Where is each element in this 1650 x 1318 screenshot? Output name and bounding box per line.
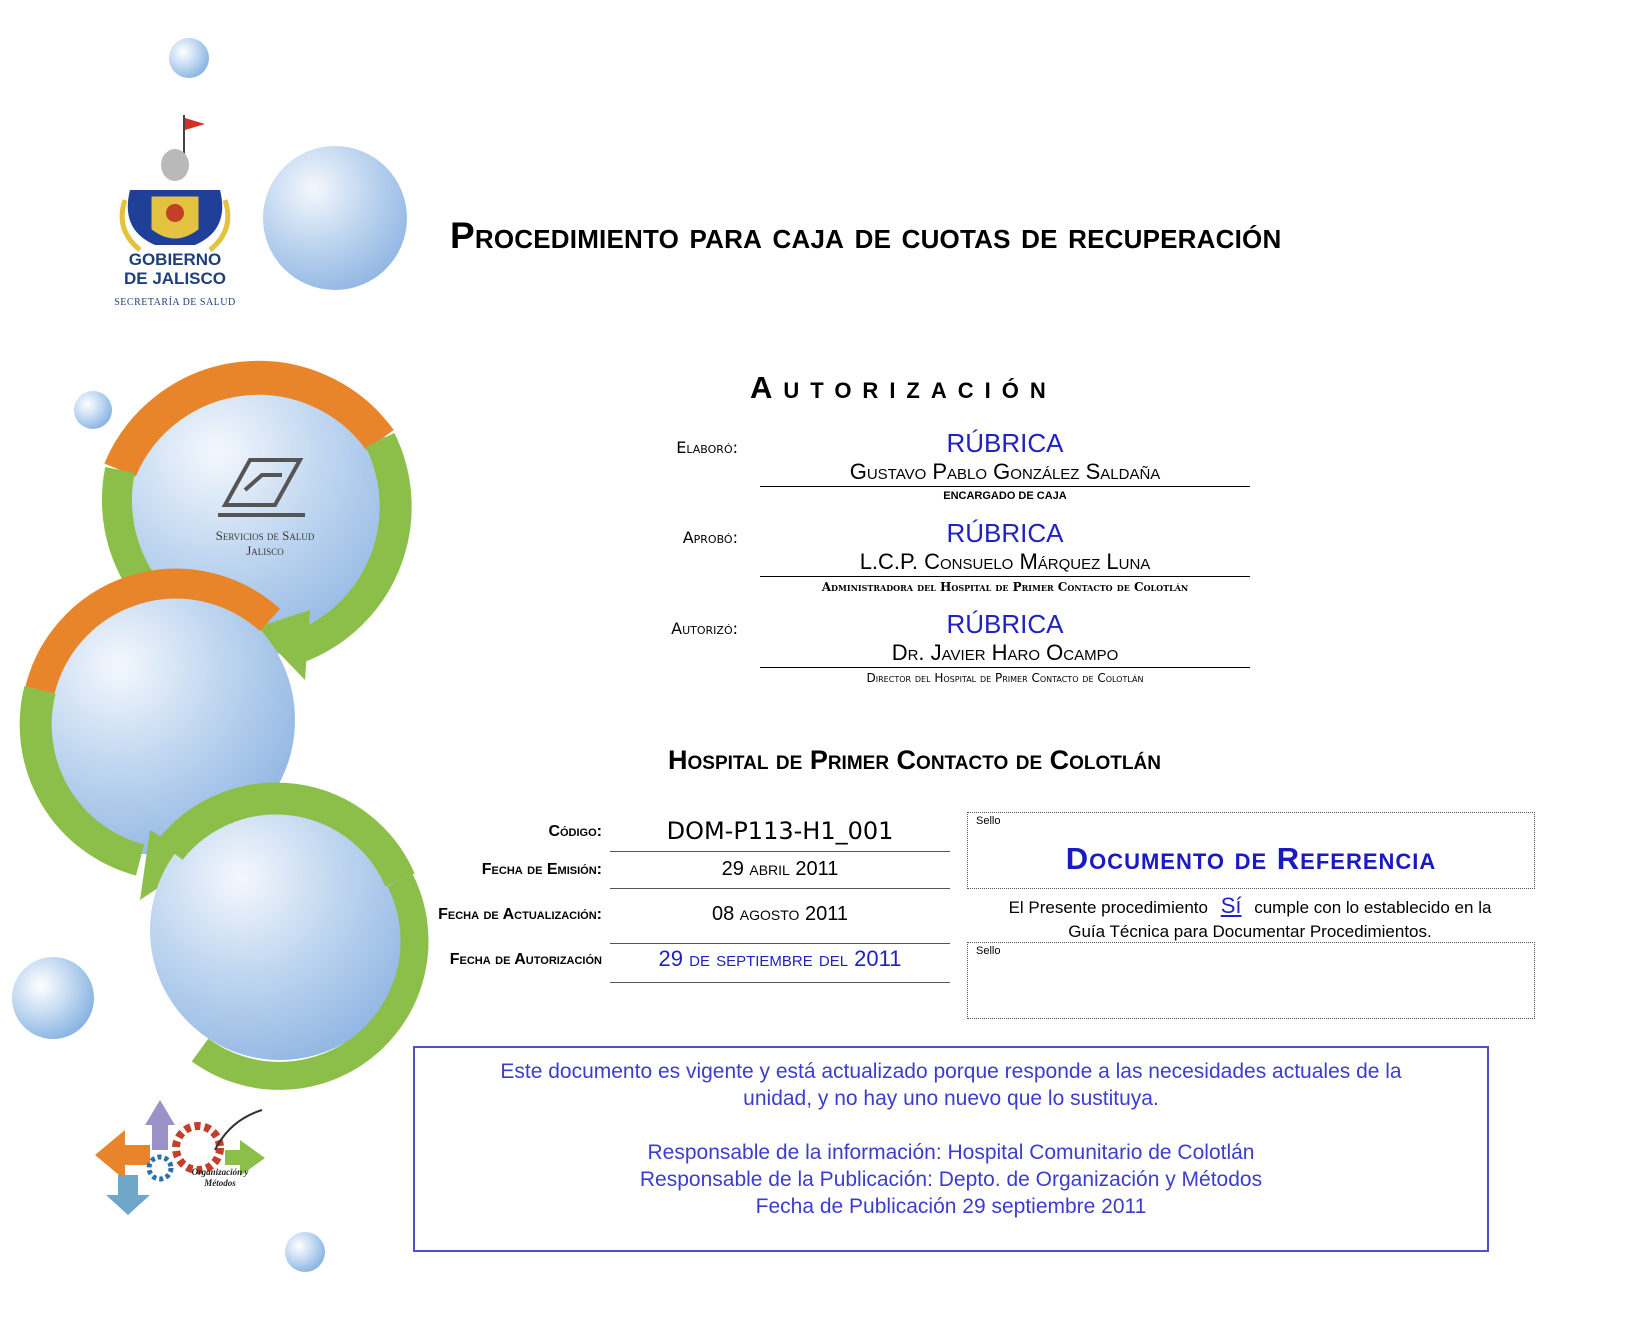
gobierno-line1: GOBIERNO xyxy=(128,250,222,269)
elaboro-label: Elaboró: xyxy=(676,438,738,457)
page-title: Procedimiento para caja de cuotas de recuperación xyxy=(450,215,1282,256)
vigencia-box xyxy=(413,1046,1489,1252)
codigo-value: DOM-P113-H1_001 xyxy=(610,817,950,852)
gobierno-logo-text xyxy=(115,250,235,288)
statement-post: cumple con lo establecido en la xyxy=(1254,898,1492,917)
oym-line1: Organización y xyxy=(191,1167,249,1177)
autorizo-rubrica: RÚBRICA xyxy=(946,609,1064,639)
vigencia-line5: Fecha de Publicación 29 septiembre 2011 xyxy=(755,1195,1147,1218)
bubble-top xyxy=(169,38,209,78)
organizacion-metodos-logo xyxy=(95,1100,265,1215)
elaboro-name: Gustavo Pablo González Saldaña xyxy=(760,459,1250,487)
oym-logo-text xyxy=(170,1167,270,1189)
ssj-line1: Servicios de Salud xyxy=(215,528,315,543)
aprobo-role: Administradora del Hospital de Primer Contacto de Colotlán xyxy=(821,580,1189,594)
elaboro-role: ENCARGADO DE CAJA xyxy=(943,490,1067,502)
autorizo-role: Director del Hospital de Primer Contacto de Colotlán xyxy=(866,671,1144,685)
vigencia-line3: Responsable de la información: Hospital Comunitario de Colotlán xyxy=(647,1141,1255,1164)
hospital-name: Hospital de Primer Contacto de Colotlán xyxy=(668,745,1161,775)
secretaria-salud-text: SECRETARÍA DE SALUD xyxy=(114,297,236,308)
vigencia-line1: Este documento es vigente y está actualizado porque responde a las necesidades actuales de la xyxy=(500,1060,1402,1083)
codigo-label: Código: xyxy=(548,823,602,840)
emision-label: Fecha de Emisión: xyxy=(481,861,602,878)
sello-box-bottom xyxy=(967,942,1535,1019)
emision-value: 29 abril 2011 xyxy=(610,858,950,889)
ssj-line2: Jalisco xyxy=(246,543,284,558)
documento-referencia: Documento de Referencia xyxy=(1065,841,1437,876)
guia-statement-line2: Guía Técnica para Documentar Procedimientos. xyxy=(1068,922,1432,941)
autorizo-label: Autorizó: xyxy=(671,619,738,638)
bubble-bottom xyxy=(285,1232,325,1272)
vigencia-line4: Responsable de la Publicación: Depto. de Organización y Métodos xyxy=(639,1168,1263,1191)
bubble-left xyxy=(12,957,94,1039)
bubble-large xyxy=(263,146,407,290)
vigencia-line2: unidad, y no hay uno nuevo que lo sustituya. xyxy=(743,1087,1159,1110)
aprobo-name: L.C.P. Consuelo Márquez Luna xyxy=(760,549,1250,577)
elaboro-rubrica: RÚBRICA xyxy=(946,428,1064,458)
autorizacion-heading: Autorización xyxy=(750,370,1057,405)
sello-label-top: Sello xyxy=(976,815,1001,827)
statement-pre: El Presente procedimiento xyxy=(1008,898,1208,917)
aprobo-rubrica: RÚBRICA xyxy=(946,518,1064,548)
jalisco-coat-of-arms xyxy=(122,115,228,250)
actualizacion-value: 08 agosto 2011 xyxy=(610,903,950,944)
aprobo-label: Aprobó: xyxy=(682,528,738,547)
ssj-logo-text xyxy=(190,528,340,558)
autorizacion-fecha-label: Fecha de Autorización xyxy=(449,951,602,968)
sello-label-bottom: Sello xyxy=(976,945,1001,957)
gobierno-line2: DE JALISCO xyxy=(123,269,227,288)
autorizo-name: Dr. Javier Haro Ocampo xyxy=(760,640,1250,668)
bubble-mid xyxy=(74,391,112,429)
guia-statement xyxy=(967,894,1533,944)
cycle-graphic xyxy=(25,365,415,1076)
sello-box-top xyxy=(967,812,1535,889)
oym-line2: Métodos xyxy=(204,1178,236,1188)
actualizacion-label: Fecha de Actualización: xyxy=(438,906,602,923)
guia-statement-line1 xyxy=(967,894,1533,920)
si-value: Sí xyxy=(1220,893,1242,918)
autorizacion-fecha-value: 29 de septiembre del 2011 xyxy=(610,946,950,983)
